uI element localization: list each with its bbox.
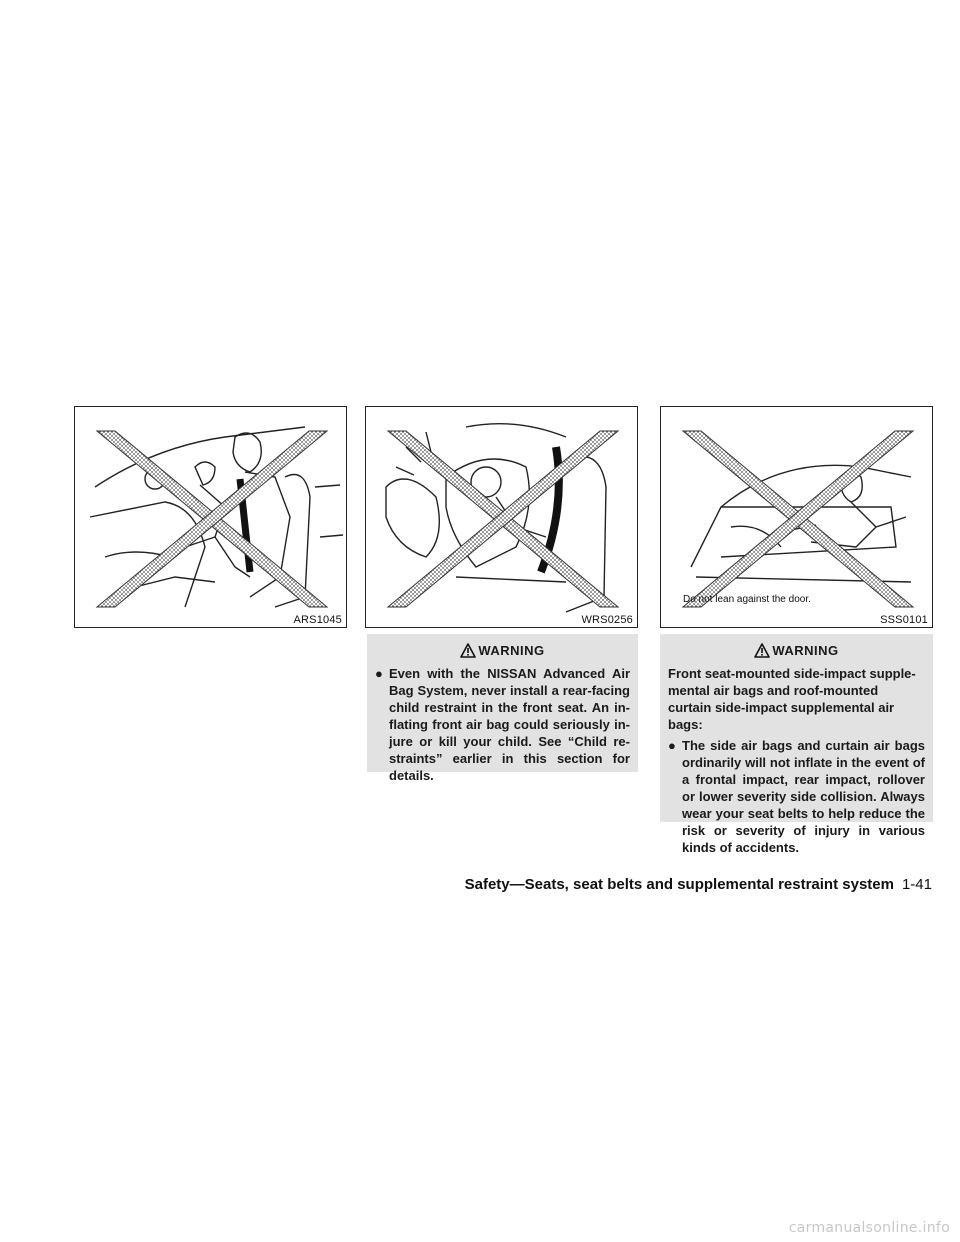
page-footer	[465, 876, 932, 893]
warning-bullet	[375, 665, 630, 784]
warning-heading	[668, 642, 925, 659]
warning-heading-text: WARNING	[772, 643, 839, 658]
rear-facing-child-seat-illustration	[366, 407, 636, 626]
bullet-dot-icon: ●	[668, 738, 676, 753]
bullet-dot-icon: ●	[375, 666, 383, 681]
figure-code: WRS0256	[578, 614, 633, 626]
warning-box-side-air-bag	[660, 634, 933, 855]
figure-sss0101	[660, 406, 933, 628]
child-on-lap-illustration	[75, 407, 345, 626]
watermark: carmanualsonline.info	[788, 1220, 950, 1236]
page-number: 1-41	[901, 876, 932, 893]
warning-heading	[375, 642, 630, 659]
figure-code: ARS1045	[291, 614, 343, 626]
warning-bullet-text: Even with the NISSAN Advanced Air Bag System, never install a rear-facing child restraint in the front seat. An in-flating front air bag could seriously in-jure or kill your child. See “Child re-straints” earlier in this section for details.	[389, 666, 630, 783]
figure-caption: Do not lean against the door.	[683, 594, 811, 605]
warning-triangle-icon	[460, 643, 476, 658]
warning-intro-text: Front seat-mounted side-impact supple-mental air bags and roof-mounted curtain side-impact supplemental air bags:	[668, 666, 916, 732]
figure-ars1045	[74, 406, 347, 628]
figure-wrs0256	[365, 406, 638, 628]
warning-triangle-icon	[754, 643, 770, 658]
warning-bullet	[668, 737, 925, 856]
warning-heading-text: WARNING	[478, 643, 545, 658]
section-title: Safety—Seats, seat belts and supplemental restraint system	[464, 876, 894, 893]
warning-bullet-text: The side air bags and curtain air bags ordinarily will not inflate in the event of a frontal impact, rear impact, rollover or lower severity side collision. Always wear your seat belts to help reduce the risk or severity of injury in various kinds of accidents.	[682, 738, 925, 855]
warning-box-air-bag	[367, 634, 638, 783]
figure-code: SSS0101	[877, 614, 928, 626]
